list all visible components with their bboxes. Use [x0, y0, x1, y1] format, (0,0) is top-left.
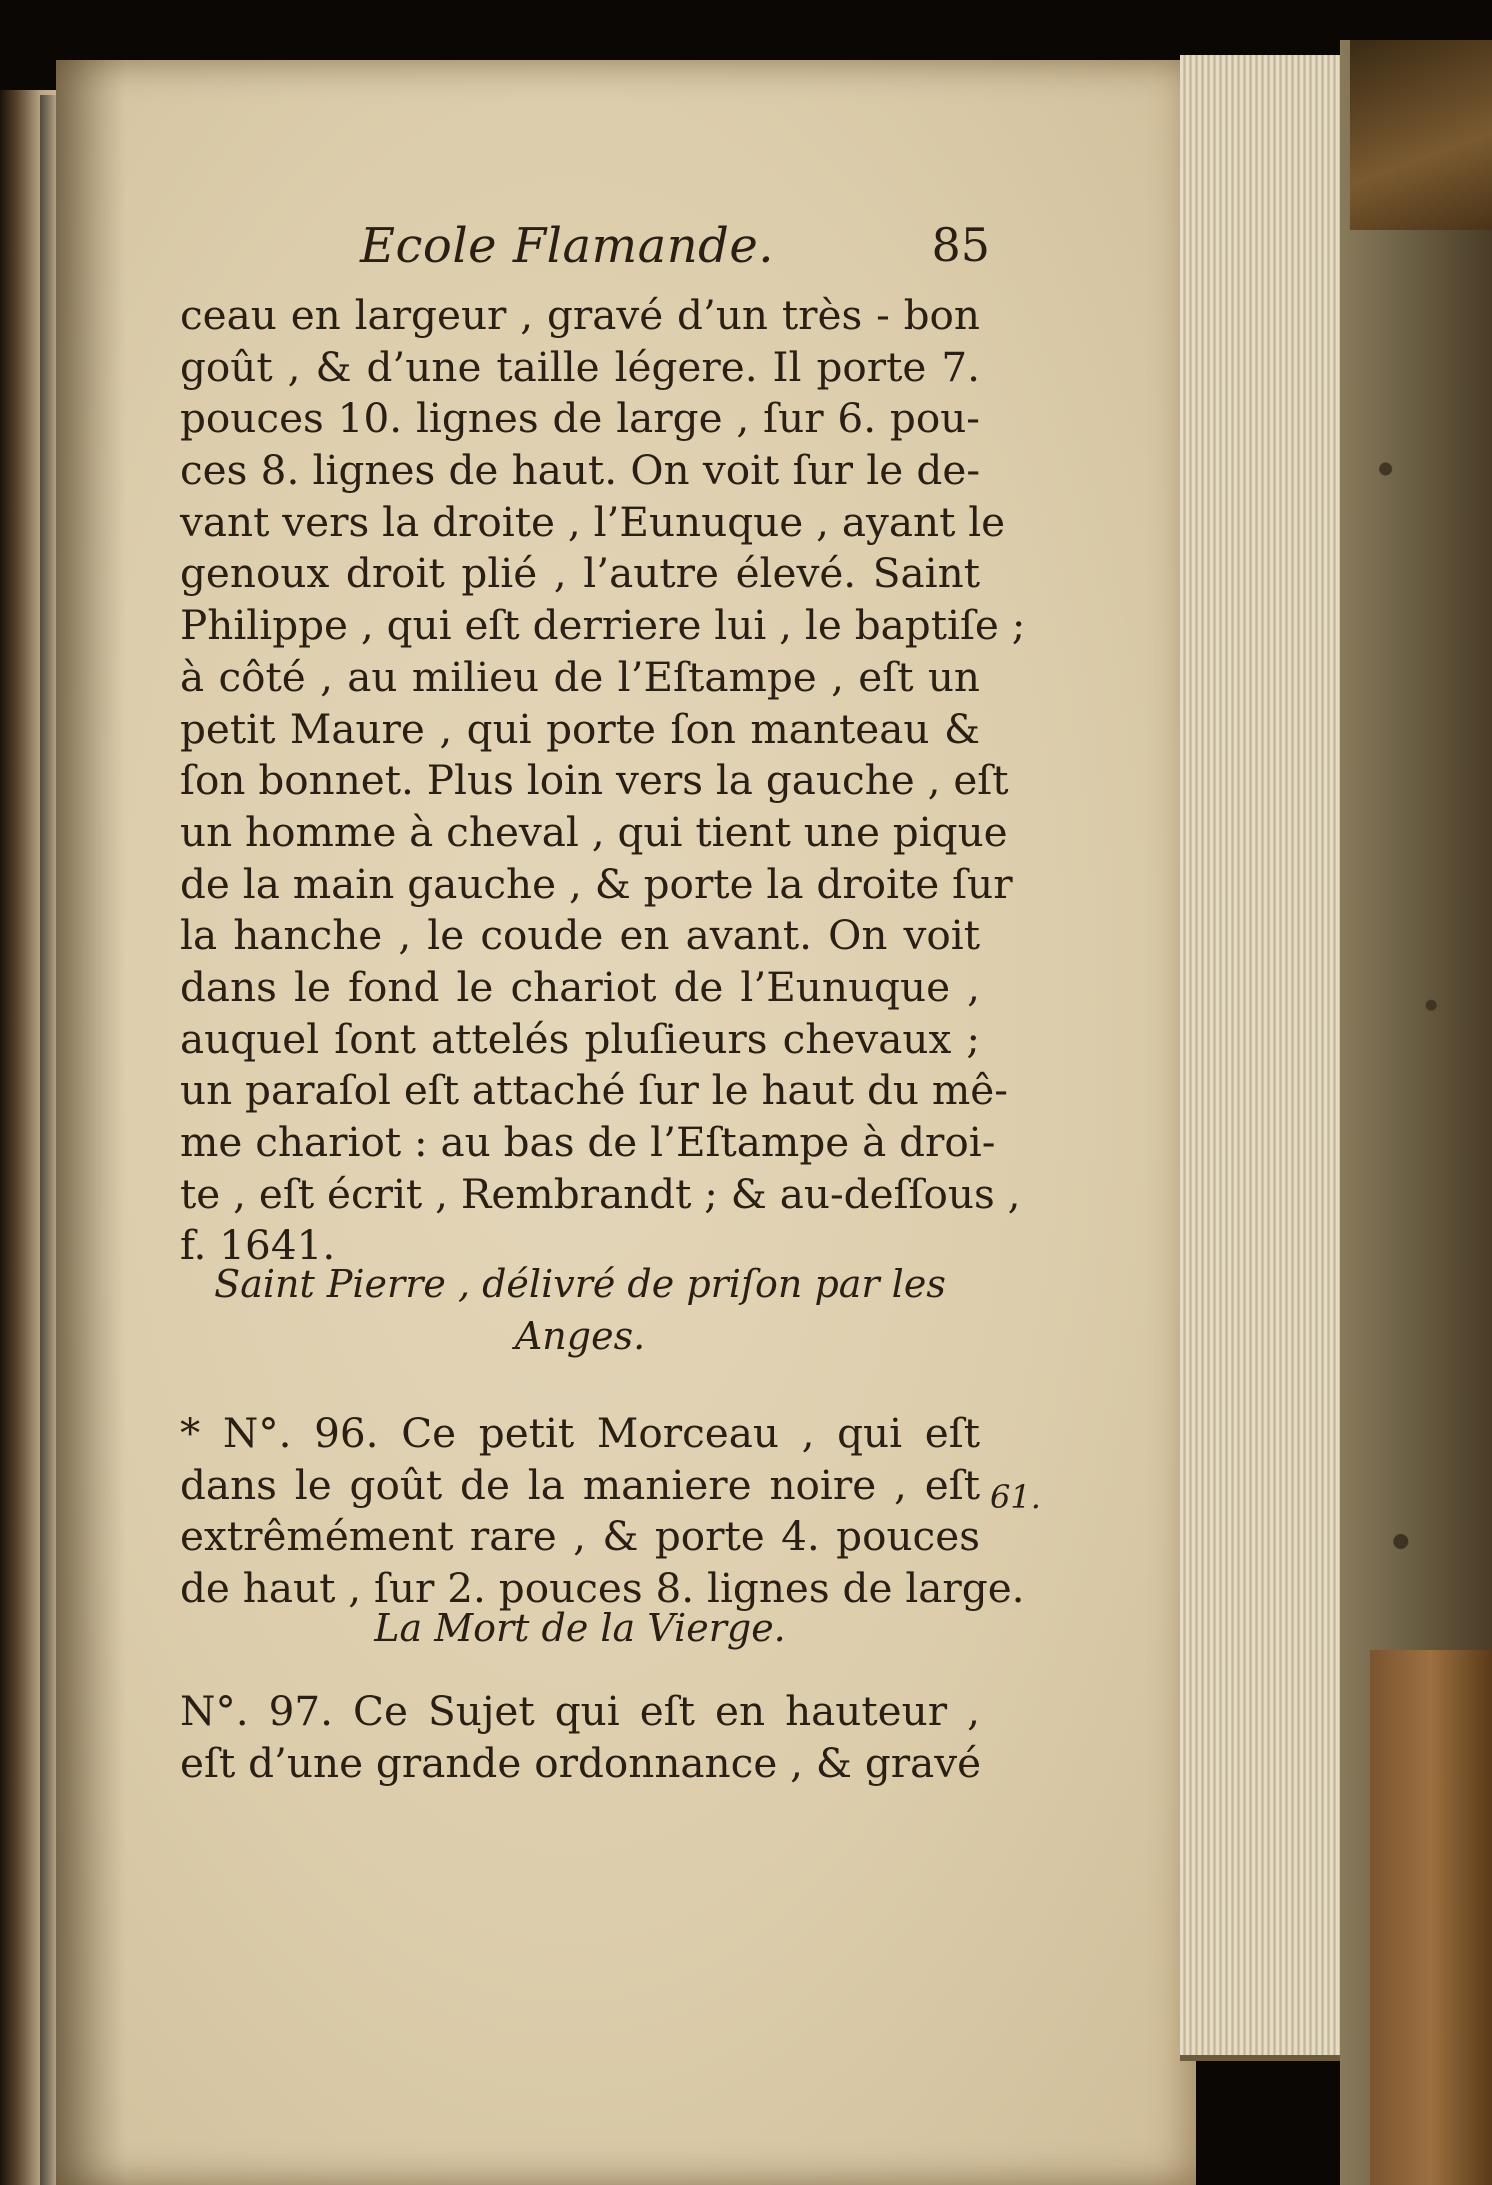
- text-line: f. 1641.: [180, 1221, 336, 1270]
- text-line: dans le fond le chariot de l’Eunuque ,: [180, 962, 980, 1011]
- text-line: ceau en largeur , gravé d’un très - bon: [180, 291, 980, 339]
- running-title: Ecole Flamande.: [360, 218, 775, 274]
- text-line: N°. 97. Ce Sujet qui eſt en hauteur ,: [180, 1687, 980, 1735]
- text-line: de la main gauche , & porte la droite ſur: [180, 859, 1013, 908]
- text-line: extrêmément rare , & porte 4. pouces: [180, 1512, 980, 1561]
- text-line: pouces 10. lignes de large , ſur 6. pou-: [180, 394, 980, 443]
- text-line: * N°. 96. Ce petit Morceau , qui eſt: [180, 1409, 980, 1457]
- text-line: ces 8. lignes de haut. On voit ſur le de-: [180, 446, 980, 495]
- text-line: genoux droit plié , l’autre élevé. Saint: [180, 549, 980, 598]
- running-head: [175, 218, 990, 278]
- text-line: petit Maure , qui porte ſon manteau &: [180, 704, 980, 753]
- gutter-shadow: [56, 60, 126, 2185]
- caption-line: Saint Pierre , délivré de priſon par les: [214, 1262, 946, 1306]
- text-line: à côté , au milieu de l’Eſtampe , eſt un: [180, 652, 980, 701]
- cover-corner: [1350, 40, 1492, 230]
- paragraph-3: [180, 1686, 980, 1789]
- text-line: un homme à cheval , qui tient une pique: [180, 807, 1008, 856]
- text-line: te , eſt écrit , Rembrandt ; & au-deſſous ,: [180, 1169, 1021, 1218]
- text-line: me chariot : au bas de l’Eſtampe à droi-: [180, 1118, 996, 1166]
- text-line: ſon bonnet. Plus loin vers la gauche , eſt: [180, 756, 1009, 805]
- text-line: eſt d’une grande ordonnance , & gravé: [180, 1738, 982, 1787]
- margin-note: 61.: [990, 1478, 1041, 1516]
- text-line: la hanche , le coude en avant. On voit: [180, 911, 980, 960]
- text-line: goût , & d’une taille légere. Il porte 7.: [180, 342, 980, 391]
- page-number: 85: [931, 218, 990, 272]
- page-edges: [1180, 55, 1348, 2061]
- cover-lower-leather: [1370, 1650, 1492, 2185]
- paragraph-1: [180, 290, 1026, 1272]
- text-line: Philippe , qui eſt derriere lui , le baptiſe ;: [180, 601, 1026, 650]
- text-line: un paraſol eſt attaché ſur le haut du mê-: [180, 1066, 1008, 1115]
- text-line: dans le goût de la maniere noire , eſt: [180, 1460, 980, 1509]
- text-line: auquel ſont attelés pluſieurs chevaux ;: [180, 1014, 980, 1063]
- text-line: de haut , ſur 2. pouces 8. lignes de large.: [180, 1564, 1025, 1613]
- caption-saint-pierre: [180, 1258, 980, 1362]
- caption-line: Anges.: [514, 1314, 646, 1358]
- caption-mort-vierge: La Mort de la Vierge.: [374, 1606, 786, 1650]
- text-line: vant vers la droite , l’Eunuque , ayant le: [180, 497, 1006, 546]
